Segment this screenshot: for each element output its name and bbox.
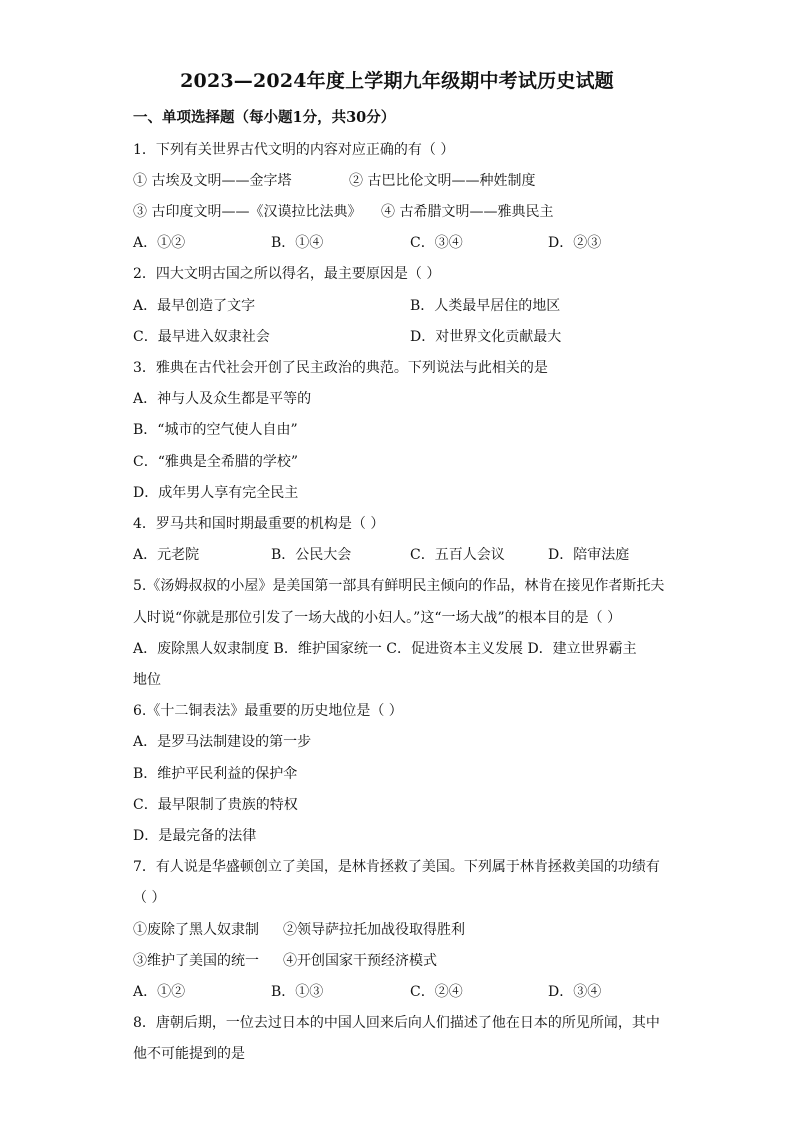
q4-option-c: C．五百人会议 [410,547,505,563]
q3-option-b: B．“城市的空气使人自由” [133,422,298,438]
q5-options-line-1: A．废除黑人奴隶制度 B．维护国家统一 C．促进资本主义发展 D．建立世界霸主 [133,641,637,657]
q7-item-1: ①废除了黑人奴隶制 [133,922,259,938]
question-7-stem-line-2: （ ） [133,890,166,906]
q6-option-b: B．维护平民利益的保护伞 [133,766,298,782]
q4-option-b: B．公民大会 [271,547,352,563]
q7-item-3: ③维护了美国的统一 [133,953,259,969]
q6-option-d: D．是最完备的法律 [133,828,257,844]
question-5-stem-line-2: 人时说“你就是那位引发了一场大战的小妇人。”这“一场大战”的根本目的是（ ） [133,610,622,626]
q7-item-2: ②领导萨拉托加战役取得胜利 [283,922,465,938]
q2-option-a: A．最早创造了文字 [133,298,256,314]
q2-option-b: B．人类最早居住的地区 [410,298,561,314]
q3-option-c: C．“雅典是全希腊的学校” [133,454,299,470]
q1-option-b: B．①④ [271,235,324,251]
q1-option-d: D．②③ [548,235,602,251]
question-4-stem: 4．罗马共和国时期最重要的机构是（ ） [133,516,385,532]
q1-item-1: ① 古埃及文明——金字塔 [133,173,292,189]
q2-option-d: D．对世界文化贡献最大 [410,329,562,345]
question-5-stem-line-1: 5.《汤姆叔叔的小屋》是美国第一部具有鲜明民主倾向的作品，林肯在接见作者斯托夫 [133,578,665,594]
question-3-stem: 3．雅典在古代社会开创了民主政治的典范。下列说法与此相关的是 [133,360,548,376]
question-6-stem: 6.《十二铜表法》最重要的历史地位是（ ） [133,703,403,719]
q7-option-c: C．②④ [410,984,463,1000]
q1-item-3: ③ 古印度文明——《汉谟拉比法典》 [133,204,362,220]
q3-option-a: A．神与人及众生都是平等的 [133,391,312,407]
q3-option-d: D．成年男人享有完全民主 [133,485,299,501]
q7-item-4: ④开创国家干预经济模式 [283,953,437,969]
q7-option-a: A．①② [133,984,186,1000]
q5-options-line-2: 地位 [133,672,161,688]
q1-item-2: ② 古巴比伦文明——种姓制度 [349,173,536,189]
question-1-stem: 1．下列有关世界古代文明的内容对应正确的有（ ） [133,142,455,158]
question-2-stem: 2．四大文明古国之所以得名，最主要原因是（ ） [133,266,441,282]
q1-item-4: ④ 古希腊文明——雅典民主 [381,204,554,220]
q7-option-b: B．①③ [271,984,324,1000]
question-7-stem-line-1: 7．有人说是华盛顿创立了美国，是林肯拯救了美国。下列属于林肯拯救美国的功绩有 [133,859,660,875]
exam-title: 2023—2024年度上学期九年级期中考试历史试题 [180,70,614,92]
question-8-stem-line-2: 他不可能提到的是 [133,1046,245,1062]
q6-option-c: C．最早限制了贵族的特权 [133,797,298,813]
q2-option-c: C．最早进入奴隶社会 [133,329,270,345]
q6-option-a: A．是罗马法制建设的第一步 [133,734,312,750]
q1-option-c: C．③④ [410,235,463,251]
q1-option-a: A．①② [133,235,186,251]
q4-option-d: D．陪审法庭 [548,547,630,563]
question-8-stem-line-1: 8．唐朝后期，一位去过日本的中国人回来后向人们描述了他在日本的所见所闻，其中 [133,1015,660,1031]
q4-option-a: A．元老院 [133,547,200,563]
q7-option-d: D．③④ [548,984,602,1000]
section-heading: 一、单项选择题（每小题1分，共30分） [133,109,396,126]
